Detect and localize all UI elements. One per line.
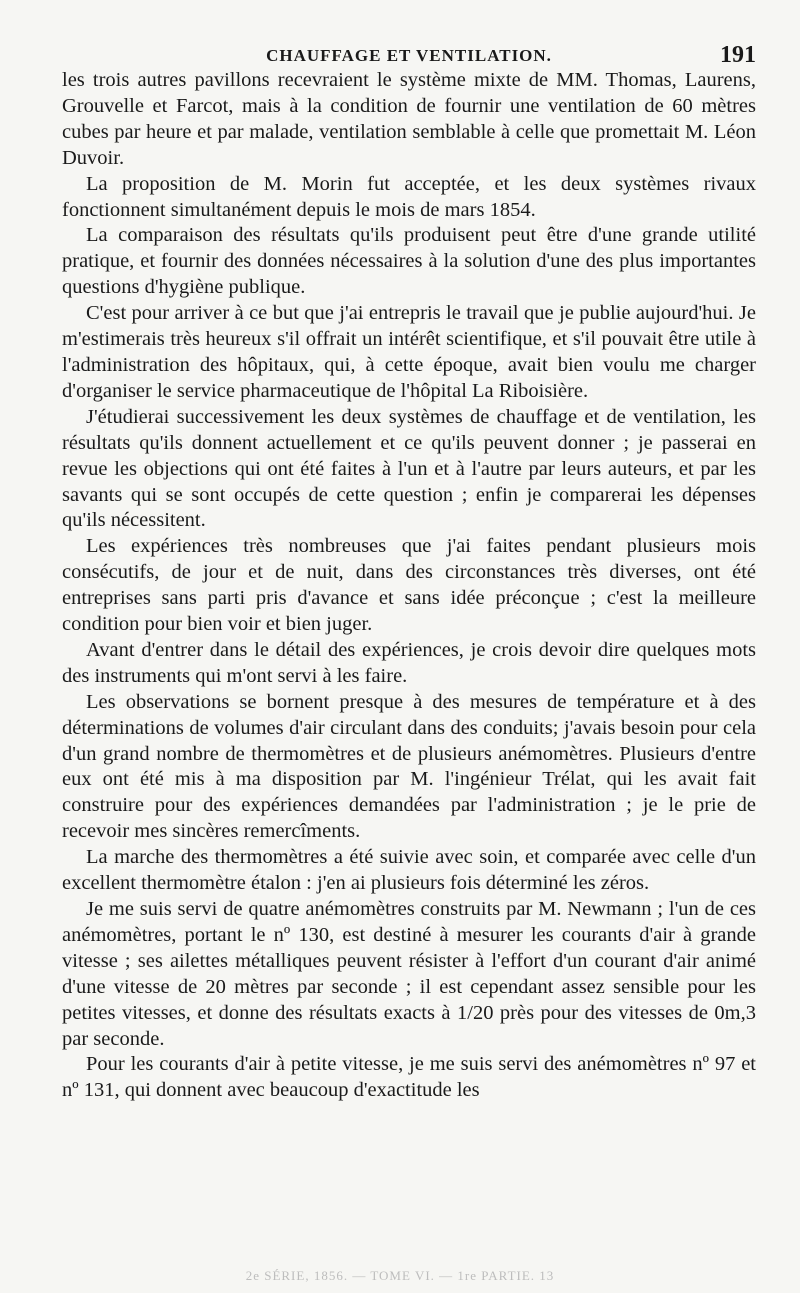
paragraph: Pour les courants d'air à petite vitesse, je me suis servi des anémomètres nº 97 et nº 131, qui donnent avec beaucoup d'exactitude les [62, 1053, 756, 1102]
paragraph: La marche des thermomètres a été suivie avec soin, et comparée avec celle d'un excellent thermomètre étalon : j'en ai plusieurs fois déterminé les zéros. [62, 846, 756, 895]
paragraph: Les expériences très nombreuses que j'ai faites pendant plusieurs mois consécutifs, de jour et de nuit, dans des circonstances très diverses, ont été entreprises sans parti pris d'avance et sans idée préconçue ; c'est la meilleure condition pour bien voir et bien juger. [62, 535, 756, 636]
paragraph: La proposition de M. Morin fut acceptée, et les deux systèmes rivaux fonctionnent simultanément depuis le mois de mars 1854. [62, 172, 756, 221]
body-text [62, 68, 756, 1104]
paragraph: Je me suis servi de quatre anémomètres construits par M. Newmann ; l'un de ces anémomètres, portant le nº 130, est destiné à mesurer les courants d'air à grande vitesse ; ses ailettes métalliques peuvent résister à l'effort d'un courant d'air animé d'une vitesse de 20 mètres par seconde ; il est cependant assez sensible pour les petites vitesses, et donne des résultats exacts à 1/20 près pour des vitesses de 0m,3 par seconde. [62, 898, 756, 1050]
paragraph: Les observations se bornent presque à des mesures de température et à des déterminations de volumes d'air circulant dans des conduits; j'avais besoin pour cela d'un grand nombre de thermomètres et de plusieurs anémomètres. Plusieurs d'entre eux ont été mis à ma disposition par M. l'ingénieur Trélat, qui les avait fait construire pour des expériences demandées par l'administration ; je le prie de recevoir mes sincères remercîments. [62, 690, 756, 843]
page-number: 191 [720, 42, 756, 68]
paragraph: C'est pour arriver à ce but que j'ai entrepris le travail que je publie aujourd'hui. Je m'estimerais très heureux s'il offrait un intérêt scientifique, et s'il pouvait être utile à l'administration des hôpitaux, qui, à cette époque, avait bien voulu me charger d'organiser le service pharmaceutique de l'hôpital La Riboisière. [62, 302, 756, 402]
paragraph: J'étudierai successivement les deux systèmes de chauffage et de ventilation, les résultats qu'ils donnent actuellement et ce qu'ils peuvent donner ; je passerai en revue les objections qui ont été faites à l'un et à l'autre par leurs auteurs, et par les savants qui se sont occupés de cette question ; enfin je comparerai les dépenses qu'ils nécessitent. [62, 405, 756, 532]
page-footer: 2e SÉRIE, 1856. — TOME VI. — 1re PARTIE. 13 [245, 1268, 555, 1283]
running-title: CHAUFFAGE ET VENTILATION. [266, 46, 552, 65]
running-head [62, 38, 756, 66]
paragraph: les trois autres pavillons recevraient le système mixte de MM. Thomas, Laurens, Grouvelle et Farcot, mais à la condition de fournir une ventilation de 60 mètres cubes par heure et par malade, ventilation semblable à celle que promettait M. Léon Duvoir. [62, 69, 756, 169]
paragraph: Avant d'entrer dans le détail des expériences, je crois devoir dire quelques mots des instruments qui m'ont servi à les faire. [62, 638, 756, 687]
paragraph: La comparaison des résultats qu'ils produisent peut être d'une grande utilité pratique, et fournir des données nécessaires à la solution d'une des plus importantes questions d'hygiène publique. [62, 224, 756, 299]
